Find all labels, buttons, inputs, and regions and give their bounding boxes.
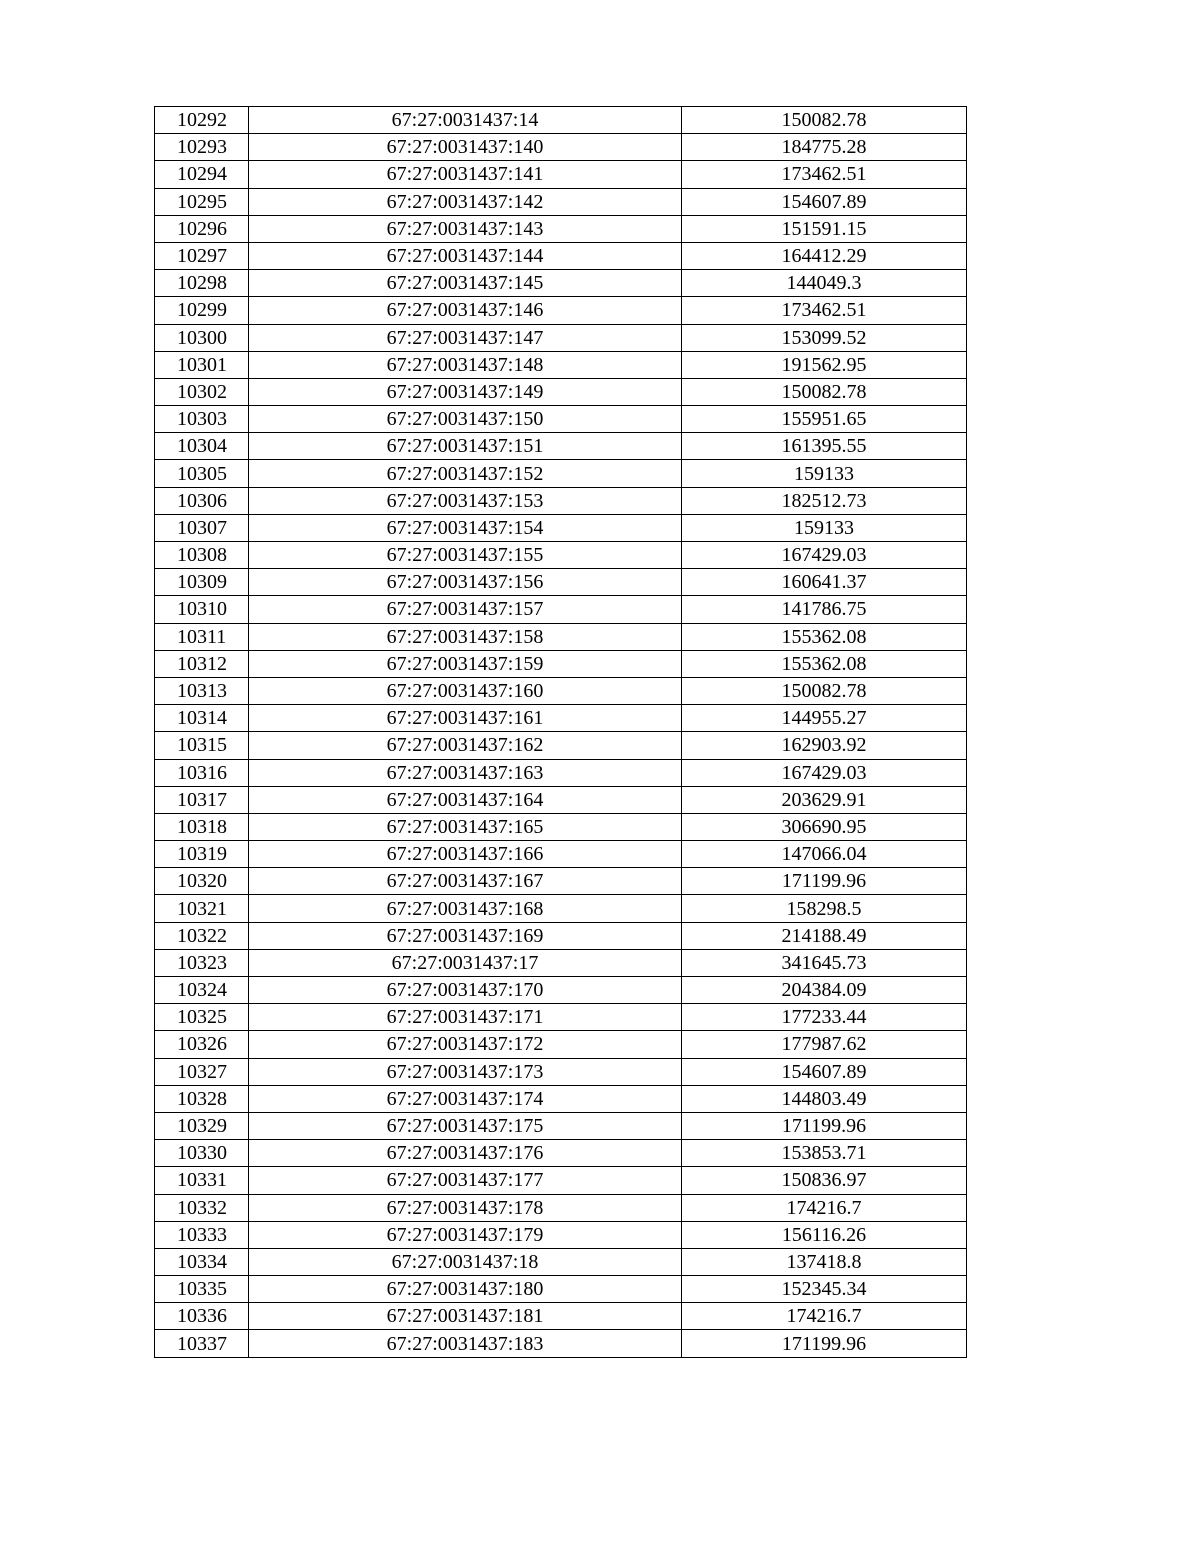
cadastral-number-cell: 67:27:0031437:153: [249, 487, 682, 514]
table-row: [155, 677, 967, 704]
cadastral-value-cell: 151591.15: [682, 215, 967, 242]
cadastral-value-cell: 173462.51: [682, 297, 967, 324]
cadastral-value-cell: 150082.78: [682, 107, 967, 134]
table-row: [155, 215, 967, 242]
cadastral-value-cell: 150082.78: [682, 677, 967, 704]
table-row: [155, 623, 967, 650]
row-number-cell: 10321: [155, 895, 249, 922]
row-number-cell: 10315: [155, 732, 249, 759]
cadastral-number-cell: 67:27:0031437:165: [249, 813, 682, 840]
cadastral-number-cell: 67:27:0031437:171: [249, 1004, 682, 1031]
table-row: [155, 732, 967, 759]
table-row: [155, 1194, 967, 1221]
cadastral-value-cell: 155951.65: [682, 406, 967, 433]
cadastral-number-cell: 67:27:0031437:143: [249, 215, 682, 242]
row-number-cell: 10312: [155, 650, 249, 677]
table-row: [155, 433, 967, 460]
cadastral-number-cell: 67:27:0031437:167: [249, 868, 682, 895]
row-number-cell: 10307: [155, 514, 249, 541]
cadastral-number-cell: 67:27:0031437:18: [249, 1248, 682, 1275]
cadastral-number-cell: 67:27:0031437:146: [249, 297, 682, 324]
cadastral-number-cell: 67:27:0031437:174: [249, 1085, 682, 1112]
cadastral-number-cell: 67:27:0031437:14: [249, 107, 682, 134]
cadastral-value-cell: 184775.28: [682, 134, 967, 161]
table-row: [155, 324, 967, 351]
cadastral-number-cell: 67:27:0031437:175: [249, 1112, 682, 1139]
cadastral-value-cell: 174216.7: [682, 1194, 967, 1221]
table-row: [155, 1330, 967, 1357]
cadastral-number-cell: 67:27:0031437:156: [249, 569, 682, 596]
row-number-cell: 10306: [155, 487, 249, 514]
cadastral-value-cell: 171199.96: [682, 868, 967, 895]
row-number-cell: 10296: [155, 215, 249, 242]
cadastral-number-cell: 67:27:0031437:145: [249, 270, 682, 297]
table-row: [155, 460, 967, 487]
cadastral-value-cell: 173462.51: [682, 161, 967, 188]
row-number-cell: 10297: [155, 242, 249, 269]
table-row: [155, 1031, 967, 1058]
row-number-cell: 10335: [155, 1276, 249, 1303]
cadastral-value-cell: 155362.08: [682, 650, 967, 677]
cadastral-value-cell: 177987.62: [682, 1031, 967, 1058]
table-row: [155, 1112, 967, 1139]
table-row: [155, 1303, 967, 1330]
cadastral-value-cell: 137418.8: [682, 1248, 967, 1275]
row-number-cell: 10300: [155, 324, 249, 351]
row-number-cell: 10309: [155, 569, 249, 596]
table-row: [155, 949, 967, 976]
cadastral-value-table: [154, 106, 967, 1358]
table-row: [155, 977, 967, 1004]
cadastral-value-cell: 167429.03: [682, 542, 967, 569]
cadastral-number-cell: 67:27:0031437:168: [249, 895, 682, 922]
row-number-cell: 10294: [155, 161, 249, 188]
row-number-cell: 10326: [155, 1031, 249, 1058]
table-row: [155, 1140, 967, 1167]
table-row: [155, 406, 967, 433]
table-row: [155, 514, 967, 541]
table-row: [155, 895, 967, 922]
cadastral-value-cell: 159133: [682, 514, 967, 541]
cadastral-value-cell: 341645.73: [682, 949, 967, 976]
row-number-cell: 10317: [155, 786, 249, 813]
cadastral-number-cell: 67:27:0031437:140: [249, 134, 682, 161]
cadastral-number-cell: 67:27:0031437:161: [249, 705, 682, 732]
row-number-cell: 10303: [155, 406, 249, 433]
row-number-cell: 10292: [155, 107, 249, 134]
row-number-cell: 10299: [155, 297, 249, 324]
cadastral-value-cell: 182512.73: [682, 487, 967, 514]
cadastral-number-cell: 67:27:0031437:169: [249, 922, 682, 949]
table-row: [155, 813, 967, 840]
cadastral-value-cell: 174216.7: [682, 1303, 967, 1330]
cadastral-number-cell: 67:27:0031437:176: [249, 1140, 682, 1167]
table-row: [155, 351, 967, 378]
cadastral-value-cell: 167429.03: [682, 759, 967, 786]
row-number-cell: 10316: [155, 759, 249, 786]
table-row: [155, 487, 967, 514]
table-row: [155, 922, 967, 949]
cadastral-value-cell: 158298.5: [682, 895, 967, 922]
cadastral-number-cell: 67:27:0031437:150: [249, 406, 682, 433]
table-row: [155, 1221, 967, 1248]
cadastral-number-cell: 67:27:0031437:142: [249, 188, 682, 215]
cadastral-number-cell: 67:27:0031437:159: [249, 650, 682, 677]
row-number-cell: 10333: [155, 1221, 249, 1248]
table-row: [155, 1085, 967, 1112]
cadastral-value-cell: 153099.52: [682, 324, 967, 351]
cadastral-value-cell: 214188.49: [682, 922, 967, 949]
table-row: [155, 786, 967, 813]
cadastral-number-cell: 67:27:0031437:17: [249, 949, 682, 976]
cadastral-value-cell: 162903.92: [682, 732, 967, 759]
row-number-cell: 10336: [155, 1303, 249, 1330]
cadastral-value-cell: 141786.75: [682, 596, 967, 623]
cadastral-number-cell: 67:27:0031437:172: [249, 1031, 682, 1058]
row-number-cell: 10319: [155, 841, 249, 868]
table-row: [155, 188, 967, 215]
cadastral-number-cell: 67:27:0031437:151: [249, 433, 682, 460]
cadastral-number-cell: 67:27:0031437:155: [249, 542, 682, 569]
table-row: [155, 270, 967, 297]
cadastral-number-cell: 67:27:0031437:164: [249, 786, 682, 813]
cadastral-value-cell: 159133: [682, 460, 967, 487]
row-number-cell: 10308: [155, 542, 249, 569]
cadastral-value-cell: 147066.04: [682, 841, 967, 868]
row-number-cell: 10332: [155, 1194, 249, 1221]
cadastral-number-cell: 67:27:0031437:141: [249, 161, 682, 188]
row-number-cell: 10304: [155, 433, 249, 460]
row-number-cell: 10337: [155, 1330, 249, 1357]
table-row: [155, 868, 967, 895]
table-row: [155, 1004, 967, 1031]
table-row: [155, 759, 967, 786]
row-number-cell: 10325: [155, 1004, 249, 1031]
cadastral-value-cell: 161395.55: [682, 433, 967, 460]
table-row: [155, 297, 967, 324]
table-row: [155, 134, 967, 161]
table-row: [155, 107, 967, 134]
row-number-cell: 10310: [155, 596, 249, 623]
cadastral-value-cell: 156116.26: [682, 1221, 967, 1248]
row-number-cell: 10322: [155, 922, 249, 949]
cadastral-number-cell: 67:27:0031437:160: [249, 677, 682, 704]
row-number-cell: 10313: [155, 677, 249, 704]
table-row: [155, 1058, 967, 1085]
table-row: [155, 1248, 967, 1275]
cadastral-value-cell: 164412.29: [682, 242, 967, 269]
cadastral-value-cell: 150082.78: [682, 378, 967, 405]
table-row: [155, 1167, 967, 1194]
cadastral-number-cell: 67:27:0031437:152: [249, 460, 682, 487]
table-row: [155, 542, 967, 569]
cadastral-number-cell: 67:27:0031437:166: [249, 841, 682, 868]
cadastral-number-cell: 67:27:0031437:147: [249, 324, 682, 351]
table-row: [155, 596, 967, 623]
cadastral-value-cell: 152345.34: [682, 1276, 967, 1303]
cadastral-number-cell: 67:27:0031437:158: [249, 623, 682, 650]
row-number-cell: 10311: [155, 623, 249, 650]
cadastral-value-cell: 144955.27: [682, 705, 967, 732]
cadastral-value-cell: 144049.3: [682, 270, 967, 297]
table-body: [155, 107, 967, 1358]
row-number-cell: 10318: [155, 813, 249, 840]
cadastral-number-cell: 67:27:0031437:177: [249, 1167, 682, 1194]
row-number-cell: 10331: [155, 1167, 249, 1194]
cadastral-value-cell: 204384.09: [682, 977, 967, 1004]
cadastral-number-cell: 67:27:0031437:144: [249, 242, 682, 269]
row-number-cell: 10329: [155, 1112, 249, 1139]
table-row: [155, 650, 967, 677]
table-row: [155, 841, 967, 868]
row-number-cell: 10320: [155, 868, 249, 895]
row-number-cell: 10334: [155, 1248, 249, 1275]
cadastral-value-cell: 154607.89: [682, 188, 967, 215]
table-row: [155, 378, 967, 405]
cadastral-value-cell: 171199.96: [682, 1330, 967, 1357]
cadastral-number-cell: 67:27:0031437:181: [249, 1303, 682, 1330]
row-number-cell: 10293: [155, 134, 249, 161]
row-number-cell: 10327: [155, 1058, 249, 1085]
cadastral-number-cell: 67:27:0031437:170: [249, 977, 682, 1004]
cadastral-number-cell: 67:27:0031437:149: [249, 378, 682, 405]
cadastral-number-cell: 67:27:0031437:173: [249, 1058, 682, 1085]
row-number-cell: 10302: [155, 378, 249, 405]
row-number-cell: 10314: [155, 705, 249, 732]
table-row: [155, 705, 967, 732]
cadastral-value-cell: 160641.37: [682, 569, 967, 596]
cadastral-number-cell: 67:27:0031437:183: [249, 1330, 682, 1357]
cadastral-number-cell: 67:27:0031437:154: [249, 514, 682, 541]
cadastral-number-cell: 67:27:0031437:179: [249, 1221, 682, 1248]
row-number-cell: 10324: [155, 977, 249, 1004]
cadastral-value-cell: 155362.08: [682, 623, 967, 650]
cadastral-value-cell: 306690.95: [682, 813, 967, 840]
row-number-cell: 10295: [155, 188, 249, 215]
cadastral-number-cell: 67:27:0031437:157: [249, 596, 682, 623]
row-number-cell: 10301: [155, 351, 249, 378]
cadastral-value-cell: 144803.49: [682, 1085, 967, 1112]
cadastral-value-cell: 191562.95: [682, 351, 967, 378]
row-number-cell: 10323: [155, 949, 249, 976]
table-row: [155, 161, 967, 188]
row-number-cell: 10330: [155, 1140, 249, 1167]
table-row: [155, 569, 967, 596]
cadastral-value-cell: 150836.97: [682, 1167, 967, 1194]
row-number-cell: 10298: [155, 270, 249, 297]
table-row: [155, 242, 967, 269]
row-number-cell: 10305: [155, 460, 249, 487]
cadastral-value-cell: 154607.89: [682, 1058, 967, 1085]
cadastral-number-cell: 67:27:0031437:148: [249, 351, 682, 378]
table-row: [155, 1276, 967, 1303]
cadastral-number-cell: 67:27:0031437:163: [249, 759, 682, 786]
cadastral-number-cell: 67:27:0031437:180: [249, 1276, 682, 1303]
cadastral-value-cell: 171199.96: [682, 1112, 967, 1139]
cadastral-value-cell: 177233.44: [682, 1004, 967, 1031]
cadastral-number-cell: 67:27:0031437:162: [249, 732, 682, 759]
cadastral-value-cell: 153853.71: [682, 1140, 967, 1167]
cadastral-number-cell: 67:27:0031437:178: [249, 1194, 682, 1221]
cadastral-value-cell: 203629.91: [682, 786, 967, 813]
row-number-cell: 10328: [155, 1085, 249, 1112]
